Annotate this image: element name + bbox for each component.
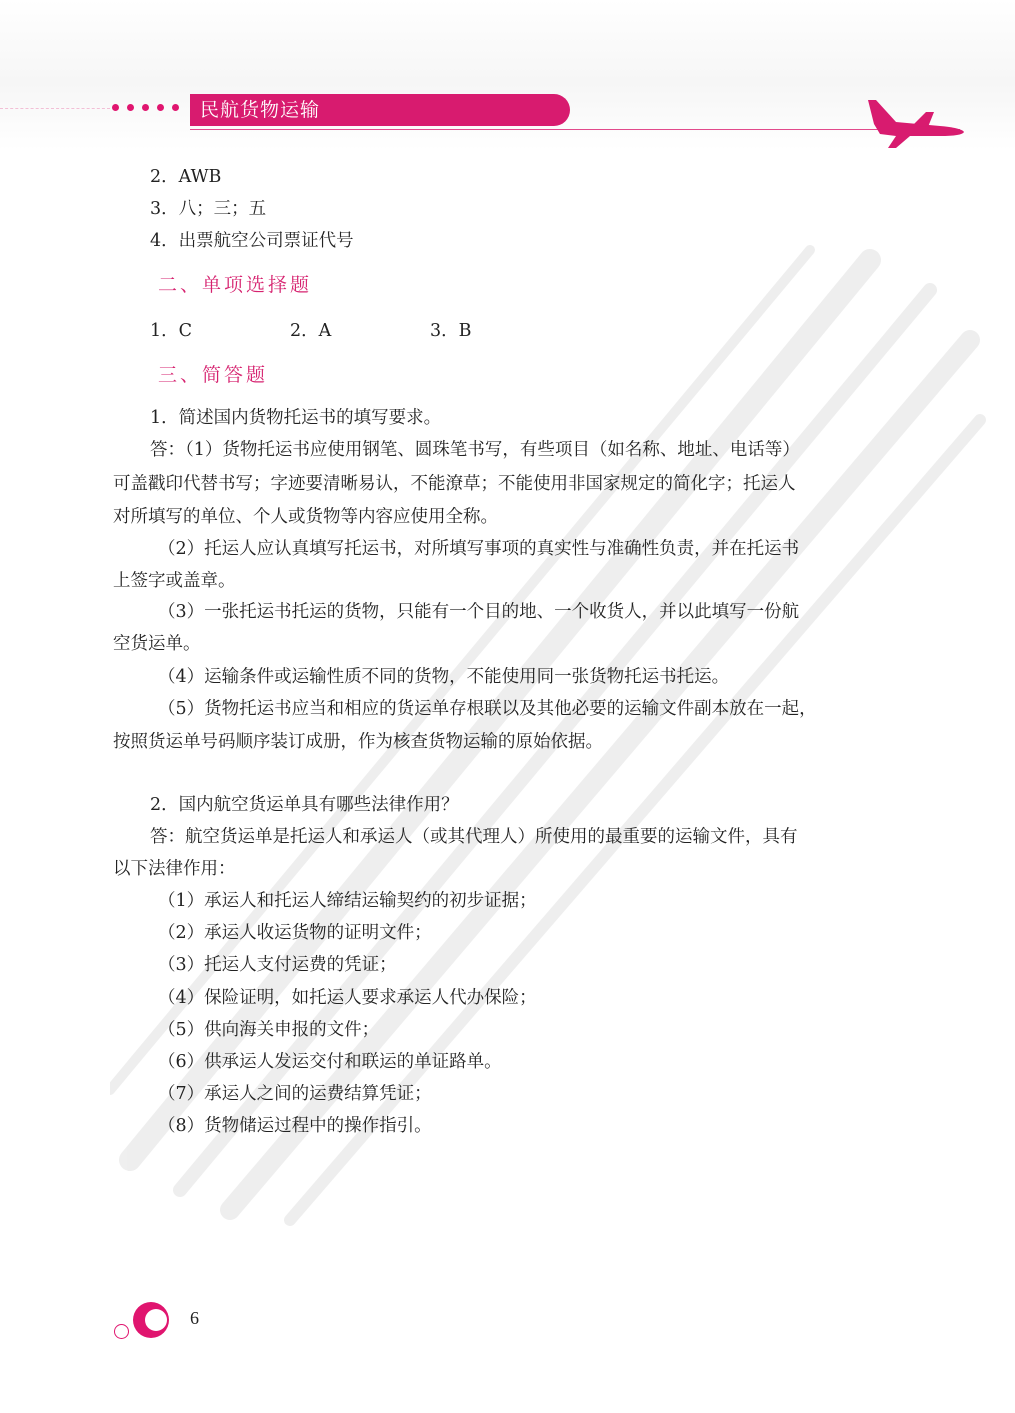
answer-line: （2）承运人收运货物的证明文件； bbox=[158, 923, 432, 943]
footer-ring-logo bbox=[133, 1302, 169, 1338]
airplane-icon bbox=[866, 94, 966, 150]
answer-line: （5）货物托运书应当和相应的货运单存根联以及其他必要的运输文件副本放在一起， bbox=[158, 699, 817, 719]
answer-line: （3）一张托运书托运的货物，只能有一个目的地、一个收货人，并以此填写一份航 bbox=[158, 602, 800, 622]
footer-small-circle bbox=[114, 1324, 129, 1339]
answer-line: （4）保险证明，如托运人要求承运人代办保险； bbox=[158, 988, 537, 1008]
header-dot bbox=[127, 104, 134, 111]
answer-line: （3）托运人支付运费的凭证； bbox=[158, 955, 397, 975]
choice-answer-3: 3．B bbox=[430, 321, 472, 341]
answer-line: （1）承运人和托运人缔结运输契约的初步证据； bbox=[158, 891, 537, 911]
section-title-choice: 二、单项选择题 bbox=[158, 274, 313, 296]
answer-line: 可盖戳印代替书写；字迹要清晰易认，不能潦草；不能使用非国家规定的简化字；托运人 bbox=[113, 474, 796, 494]
book-title: 民航货物运输 bbox=[200, 99, 321, 121]
answer-line: （8）货物储运过程中的操作指引。 bbox=[158, 1116, 432, 1136]
answer-line: 答：（1）货物托运书应使用钢笔、圆珠笔书写，有些项目（如名称、地址、电话等） bbox=[150, 440, 800, 460]
choice-answer-1: 1．C bbox=[150, 321, 193, 341]
header-rule bbox=[190, 129, 960, 130]
question-2: 2．国内航空货运单具有哪些法律作用？ bbox=[150, 795, 459, 815]
section-title-short-answer: 三、简答题 bbox=[158, 364, 269, 386]
header-dot bbox=[142, 104, 149, 111]
fill-answer-3: 3．八；三；五 bbox=[150, 199, 267, 219]
header-band bbox=[0, 0, 1015, 150]
header-dot bbox=[112, 104, 119, 111]
header-dot bbox=[172, 104, 179, 111]
fill-answer-2: 2．AWB bbox=[150, 167, 222, 187]
answer-line: （7）承运人之间的运费结算凭证； bbox=[158, 1084, 432, 1104]
choice-answer-2: 2．A bbox=[290, 321, 332, 341]
question-1: 1．简述国内货物托运书的填写要求。 bbox=[150, 408, 442, 428]
answer-line: 按照货运单号码顺序装订成册，作为核查货物运输的原始依据。 bbox=[113, 732, 603, 752]
header-dashed-line bbox=[0, 108, 110, 109]
answer-line: 以下法律作用： bbox=[113, 859, 236, 879]
header-dot bbox=[157, 104, 164, 111]
answer-line: 空货运单。 bbox=[113, 634, 201, 654]
answer-line: 上签字或盖章。 bbox=[113, 571, 236, 591]
answer-line: （6）供承运人发运交付和联运的单证路单。 bbox=[158, 1052, 502, 1072]
answer-line: （2）托运人应认真填写托运书，对所填写事项的真实性与准确性负责，并在托运书 bbox=[158, 539, 800, 559]
choice-answers-row bbox=[150, 319, 570, 343]
fill-answer-4: 4．出票航空公司票证代号 bbox=[150, 231, 354, 251]
answer-line: （5）供向海关申报的文件； bbox=[158, 1020, 380, 1040]
answer-line: （4）运输条件或运输性质不同的货物，不能使用同一张货物托运书托运。 bbox=[158, 667, 730, 687]
page-number: 6 bbox=[190, 1308, 199, 1328]
answer-line: 答：航空货运单是托运人和承运人（或其代理人）所使用的最重要的运输文件，具有 bbox=[150, 827, 798, 847]
answer-line: 对所填写的单位、个人或货物等内容应使用全称。 bbox=[113, 507, 498, 527]
